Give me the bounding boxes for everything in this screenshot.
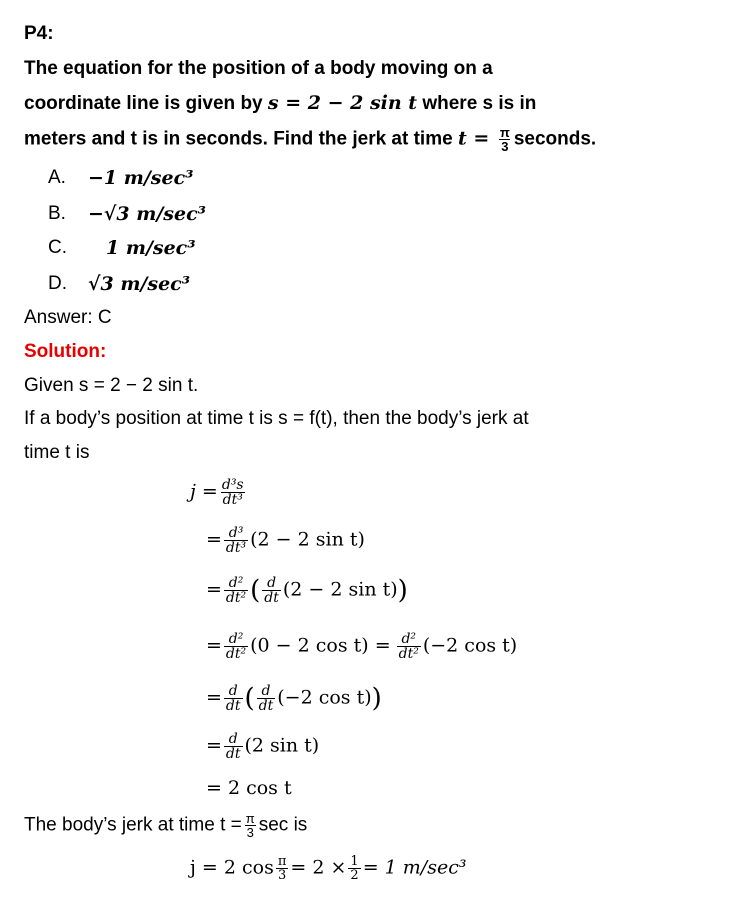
option-b-letter: B. <box>48 203 66 224</box>
problem-label: P4: <box>24 23 54 44</box>
time-fraction: $\frac{\pi}{3}$ <box>499 125 510 154</box>
problem-line-3: meters and t is in seconds. Find the jerk at time t = $\frac{\pi}{3}$ seconds. <box>24 125 597 154</box>
option-b-value: −√3 m/sec³ <box>88 203 206 225</box>
problem-line-2: coordinate line is given by s = 2 − 2 sin t where s is in <box>24 92 537 114</box>
step-1: j = $\frac{\text{d³s}}{\text{dt³}}$ <box>190 477 244 508</box>
step-5: = $\frac{d}{dt}$ ( $\frac{d}{dt}$ (−2 cos t)) <box>206 683 382 714</box>
final-result: j = 2 cos $\frac{\pi}{3}$ = 2 × $\frac{1}{2}$ = 1 m/sec³ <box>190 854 467 883</box>
conclusion-line: The body’s jerk at time t = $\frac{\pi}{3}$ sec is <box>24 811 308 840</box>
option-a-value: −1 m/sec³ <box>88 167 194 189</box>
given-line: Given s = 2 − 2 sin t. <box>24 375 199 396</box>
step-6: = $\frac{d}{dt}$ (2 sin t) <box>206 731 320 762</box>
option-c-letter: C. <box>48 237 67 258</box>
step-7: = 2 cos t <box>206 777 292 799</box>
option-d-value: √3 m/sec³ <box>88 273 191 295</box>
option-c-value: 1 m/sec³ <box>106 237 196 259</box>
answer-line: Answer: C <box>24 307 112 328</box>
problem-line-1: The equation for the position of a body moving on a <box>24 58 493 79</box>
definition-line-2: time t is <box>24 442 90 463</box>
option-a-letter: A. <box>48 167 66 188</box>
step-3: = $\frac{\text{d²}}{\text{dt²}}$ ( $\frac{d}{dt}$ (2 − 2 sin t)) <box>206 575 408 606</box>
step-4: = $\frac{\text{d²}}{\text{dt²}}$ (0 − 2 cos t) = $\frac{\text{d²}}{\text{dt²}}$ (−2 cos t) <box>206 631 518 662</box>
position-equation: s = 2 − 2 sin t <box>267 92 418 114</box>
definition-line-1: If a body’s position at time t is s = f(t), then the body’s jerk at <box>24 408 529 429</box>
option-d-letter: D. <box>48 273 67 294</box>
step-2: = $\frac{\text{d³}}{\text{dt³}}$ (2 − 2 sin t) <box>206 525 365 556</box>
solution-heading: Solution: <box>24 341 107 362</box>
